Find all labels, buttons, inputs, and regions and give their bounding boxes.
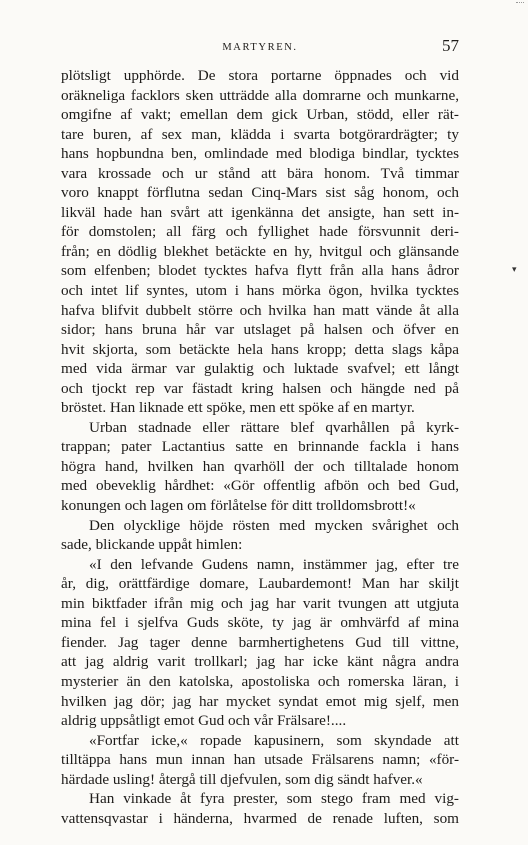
text-line: Urban stadnade eller rättare blef qvarhållen på kyrk- [89,418,459,436]
text-line: sidor; hans bruna hår var utslaget på halsen och öfver en [61,321,459,339]
text-line: min biktfader ifrån mig och jag har varit tvungen att utgjuta [61,594,459,612]
page-number: 57 [442,36,459,55]
text-line: sade, blickande uppåt himlen: [61,536,243,554]
text-line: «Fortfar icke,« ropade kapusinern, som skyndade att [89,731,459,749]
text-line: år, dig, orättfärdige domare, Laubardemont! Man har skiljt [61,575,459,593]
text-line: fiender. Jag tager denne barmhertighetens Gud till vittne, [61,633,459,651]
text-line: oräkneliga facklors sken utträdde alla domrarne och munkarne, [61,86,459,104]
text-line: och tjockt rep var fästadt kring halsen och hängde ned på [61,379,459,397]
text-line: tare buren, af sex man, klädda i svarta botgörardrägter; ty [61,125,459,143]
text-line: tilltäppa hans mun innan han utsade Frälsarens namn; «för- [61,751,459,769]
text-line: konungen och lagen om förlåtelse för ditt trolldomsbrott!« [61,497,416,515]
text-line: vara krossade och ur stånd att bära honom. Två timmar [61,164,459,182]
text-line: med obeveklig hårdhet: «Gör offentlig afbön och bed Gud, [61,477,459,495]
text-line: plötsligt upphörde. De stora portarne öppnades och vid [61,67,459,84]
text-line: mysterier än den katolska, apostoliska och romerska läran, i [61,672,459,690]
text-line: trappan; pater Lactantius satte en brinnande fackla i hans [61,438,459,456]
text-line: hafva blifvit dubbelt större och hvilka han matt vände åt alla [61,301,459,319]
text-line: vattensqvastar i händerna, hvarmed de renade luften, som [61,809,459,827]
body-text [61,66,459,828]
text-line: Han vinkade åt fyra prester, som stego fram med vig- [89,790,459,808]
text-line: från; en dödlig blekhet betäckte en hy, hvitgul och glänsande [61,242,459,260]
text-line: likväl hade han svårt att igenkänna det ansigte, han sett in- [61,203,459,221]
text-line: Den olycklige höjde rösten med mycken svårighet och [89,516,459,534]
text-line: hvilken jag dör; jag har mycket syndat emot mig sjelf, men [61,692,459,710]
text-line: omgifne af vakt; emellan dem gick Urban, stödd, eller rät- [61,106,459,124]
text-line: mina fel i sjelfva Guds sköte, ty jag är omhvärfd af mina [61,614,459,632]
text-line: voro knappt förflutna sedan Cinq-Mars sist såg honom, och [61,184,459,202]
text-line: och intet lif syntes, utom i hans mörka ögon, hvilka tycktes [61,282,459,300]
margin-mark-icon: ▾ [512,264,517,274]
running-title: MARTYREN. [222,42,298,53]
text-line: som elfenben; blodet tycktes hafva flytt från alla hans ådror [61,262,459,280]
text-line: att jag aldrig varit trollkarl; jag har icke känt några andra [61,653,459,671]
text-line: för domstolen; all färg och fyllighet hade försvunnit deri- [61,223,459,241]
text-line: hans hopbundna ben, omlindade med blodiga bindlar, tycktes [61,145,459,163]
text-line: härdade usling! återgå till djefvulen, som dig sändt hafver.« [61,770,423,788]
corner-smudge [516,2,524,6]
text-line: högra hand, hvilken han qvarhöll der och tilltalade honom [61,457,459,475]
text-line: aldrig uppsåtligt emot Gud och vår Frälsare!.... [61,712,347,730]
text-line: hvit skjorta, som betäckte hela hans kropp; detta slags kåpa [61,340,459,358]
page-header [61,36,459,58]
text-line: med vida ärmar var gulaktig och luktade svafvel; ett långt [61,360,459,378]
text-line: «I den lefvande Gudens namn, instämmer jag, efter tre [89,555,459,573]
text-line: bröstet. Han liknade ett spöke, men ett spöke af en martyr. [61,399,415,417]
